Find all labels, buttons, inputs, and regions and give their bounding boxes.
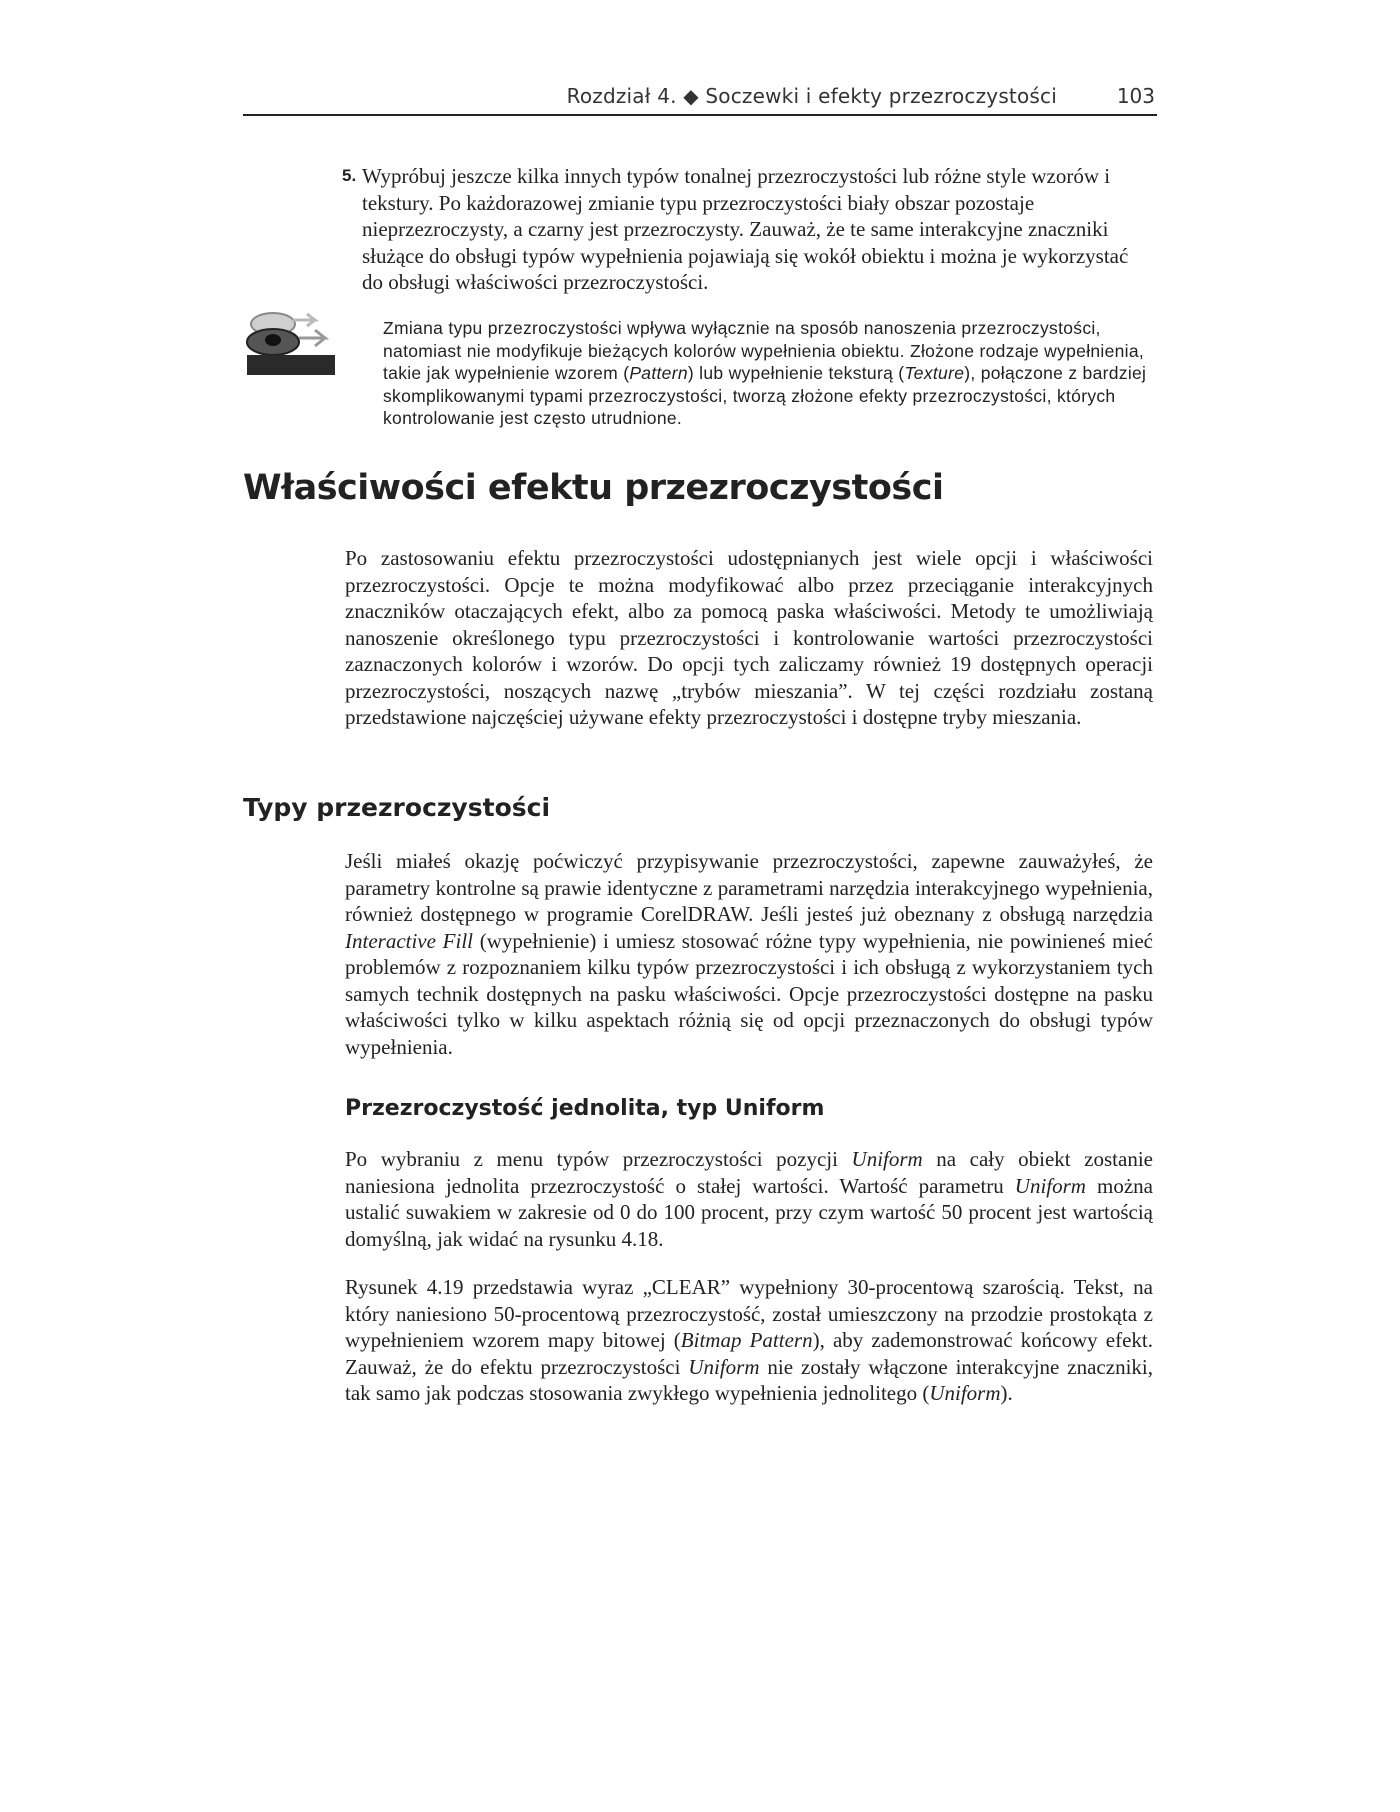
term-interactive-fill: Interactive Fill	[345, 928, 473, 953]
paragraph-text: można ustalić suwakiem w zakresie od 0 do 100 procent, przy czym wartość 50 procent jest wartością domyślną, jak widać na rysunku 4.18.	[345, 1173, 1153, 1251]
tip-term-texture: Texture	[904, 363, 965, 383]
term-bitmap-pattern: Bitmap Pattern	[680, 1328, 813, 1352]
term-uniform: Uniform	[929, 1381, 1001, 1405]
paragraph-text: nie zostały włączone interakcyjne znaczniki, tak samo jak podczas stosowania zwykłego wypełnienia jednolitego (	[345, 1354, 1153, 1405]
tip-note	[383, 317, 1158, 430]
subsection-heading: Typy przezroczystości	[243, 793, 551, 822]
step-number: 5.	[342, 166, 357, 185]
tip-text-part: Zmiana typu przezroczystości wpływa wyłącznie na sposób nanoszenia przezroczystości, natomiast nie modyfikuje bieżących kolorów wypełnienia obiektu. Złożone rodzaje wypełnienia, takie jak wypełnienie wzorem (	[383, 318, 1145, 383]
chapter-title: Rozdział 4. ◆ Soczewki i efekty przezroczystości	[566, 84, 1057, 108]
term-uniform: Uniform	[1014, 1173, 1086, 1198]
tip-term-pattern: Pattern	[629, 363, 688, 383]
term-uniform: Uniform	[851, 1147, 923, 1171]
paragraph-text: Po wybraniu z menu typów przezroczystości pozycji	[345, 1147, 852, 1171]
section-heading: Właściwości efektu przezroczystości	[243, 468, 944, 508]
uniform-paragraph-2	[345, 1274, 1153, 1407]
uniform-heading: Przezroczystość jednolita, typ Uniform	[345, 1096, 825, 1121]
tip-text-part: ), połączone z bardziej skomplikowanymi typami przezroczystości, tworzą złożone efekty przezroczystości, których kontrolowanie jest często utrudnione.	[383, 363, 1147, 428]
paragraph-text: na cały obiekt zostanie naniesiona jednolita przezroczystość o stałej wartości. Wartość parametru	[345, 1147, 1153, 1198]
paragraph-text: Jeśli miałeś okazję poćwiczyć przypisywanie przezroczystości, zapewne zauważyłeś, że parametry kontrolne są prawie identyczne z parametrami narzędzia interakcyjnego wypełnienia, również dostępnego w programie CorelDRAW. Jeśli jesteś już obeznany z obsługą narzędzia	[345, 849, 1153, 926]
paragraph-text: ), aby zademonstrować końcowy efekt. Zauważ, że do efektu przezroczystości	[345, 1328, 1153, 1379]
term-uniform: Uniform	[688, 1354, 760, 1379]
paragraph-text: ).	[1000, 1381, 1013, 1405]
section-paragraph: Po zastosowaniu efektu przezroczystości udostępnianych jest wiele opcji i właściwości przezroczystości. Opcje te można modyfikować albo przez przeciąganie interakcyjnych znaczników otaczających efekt, albo za pomocą paska właściwości. Metody te umożliwiają nanoszenie określonego typu przezroczystości i kontrolowanie wartości przezroczystości zaznaczonych kolorów i wzorów. Do opcji tych zaliczamy również 19 dostępnych operacji przezroczystości, noszących nazwę „trybów mieszania”. W tej części rozdziału zostaną przedstawione najczęściej używane efekty przezroczystości i dostępne tryby mieszania.	[345, 546, 1153, 729]
uniform-paragraph-1	[345, 1146, 1153, 1252]
subsection-paragraph	[345, 848, 1153, 1060]
eye-arrow-icon	[245, 310, 337, 380]
page-number: 103	[1116, 84, 1155, 108]
paragraph-text: Rysunek 4.19 przedstawia wyraz „CLEAR” wypełniony 30-procentową szarością. Tekst, na który naniesiono 50-procentową przezroczystość, został umieszczony na przodzie prostokąta z wypełnieniem wzorem mapy bitowej (	[345, 1275, 1153, 1352]
tip-text-part: ) lub wypełnienie teksturą (	[687, 363, 905, 383]
step-text: Wypróbuj jeszcze kilka innych typów tonalnej przezroczystości lub różne style wzorów i tekstury. Po każdorazowej zmianie typu przezroczystości biały obszar pozostaje nieprzezroczysty, a czarny jest przezroczysty. Zauważ, że te same interakcyjne znaczniki służące do obsługi typów wypełnienia pojawiają się wokół obiektu i można je wykorzystać do obsługi właściwości przezroczystości.	[362, 164, 1129, 294]
running-header	[243, 84, 1157, 116]
paragraph-text: (wypełnienie) i umiesz stosować różne typy wypełnienia, nie powinieneś mieć problemów z rozpoznaniem kilku typów przezroczystości i ich obsługą z wykorzystaniem tych samych technik dostępnych na pasku właściwości. Opcje przezroczystości dostępne na pasku właściwości tylko w kilku aspektach różnią się od opcji przeznaczonych do obsługi typów wypełnienia.	[345, 928, 1153, 1059]
numbered-step	[342, 163, 1152, 296]
